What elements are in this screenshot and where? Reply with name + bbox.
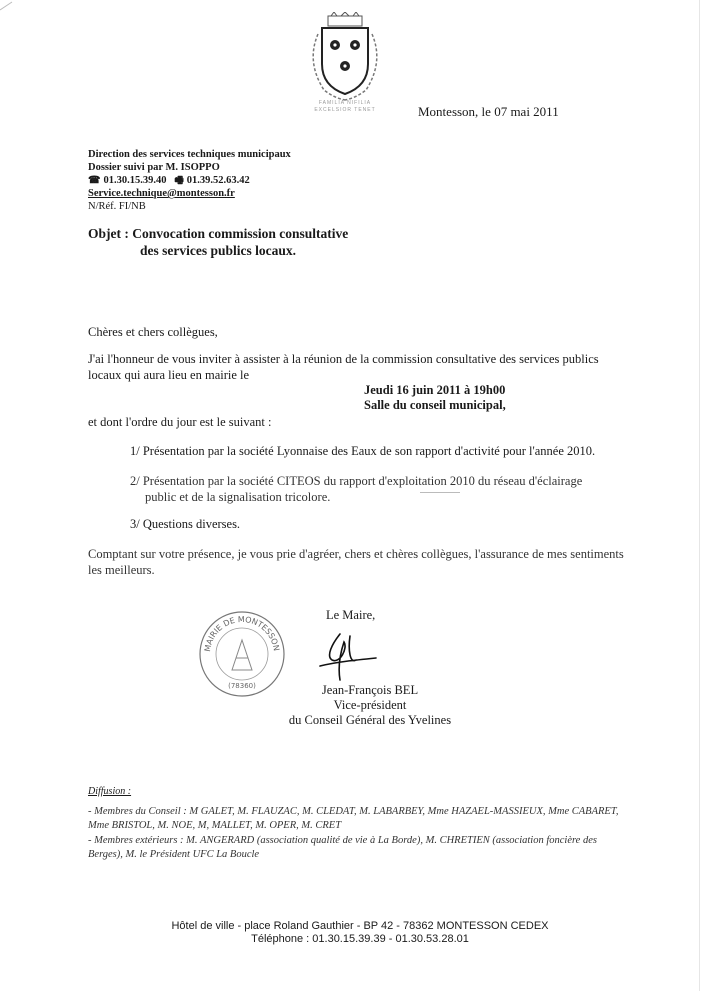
crest-caption-line2: EXCELSIOR TENET	[314, 107, 376, 113]
scan-dash	[420, 492, 460, 493]
handwritten-signature	[310, 630, 380, 685]
signatory-role1: Vice-président	[333, 698, 407, 712]
stamp-dept: (78360)	[228, 682, 256, 690]
signature-title: Le Maire,	[326, 608, 376, 622]
subject-line1: Convocation commission consultative	[132, 226, 349, 241]
sender-case-officer: Dossier suivi par M. ISOPPO	[88, 162, 220, 173]
agenda-item-1: 1/ Présentation par la société Lyonnaise des Eaux de son rapport d'activité pour l'année 2010.	[130, 444, 596, 458]
fax-icon: 🖷	[174, 175, 184, 186]
sender-reference: N/Réf. FI/NB	[88, 201, 146, 212]
scan-edge-line	[699, 0, 700, 991]
agenda-intro: et dont l'ordre du jour est le suivant :	[88, 415, 272, 429]
subject-line2: des services publics locaux.	[140, 243, 297, 258]
signatory-role2: du Conseil Général des Yvelines	[288, 713, 452, 727]
sender-contact-line	[88, 174, 291, 187]
signatory-name: Jean-François BEL	[321, 683, 419, 697]
agenda-item-2-line1: 2/ Présentation par la société CITEOS du rapport d'exploitation 2010 du réseau d'éclairage	[130, 474, 583, 488]
meeting-date: Jeudi 16 juin 2011 à 19h00	[364, 383, 506, 397]
footer-address: Hôtel de ville - place Roland Gauthier - BP 42 - 78362 MONTESSON CEDEX	[171, 920, 549, 932]
agenda-item-3: 3/ Questions diverses.	[130, 517, 241, 531]
distribution-list	[88, 805, 623, 863]
distribution-line: - Membres extérieurs : M. ANGERARD (association qualité de vie à La Borde), M. CHRETIEN (association foncière des Berges), M. le Président UFC La Boucle	[88, 835, 597, 860]
stamp-text: MAIRIE DE MONTESSON	[202, 614, 281, 653]
crest-caption-line1: FAMILIA NIFILIA	[318, 100, 372, 106]
phone-icon: ☎	[88, 175, 101, 186]
sender-email: Service.technique@montesson.fr	[88, 188, 235, 199]
intro-paragraph: J'ai l'honneur de vous inviter à assister à la réunion de la commission consultative des services publics locaux qui aura lieu en mairie le	[88, 352, 599, 382]
meeting-place: Salle du conseil municipal,	[364, 398, 506, 412]
sender-fax: 01.39.52.63.42	[186, 175, 250, 186]
agenda-item-2-line2: public et de la signalisation tricolore.	[145, 490, 331, 504]
distribution-line: - Membres du Conseil : M GALET, M. FLAUZAC, M. CLEDAT, M. LABARBEY, Mme HAZAEL-MASSIEUX, Mme CABARET, Mme BRISTOL, M. NOE, M, MALLET, M. OPER, M. CRET	[88, 806, 619, 831]
sender-block	[88, 148, 291, 213]
svg-text:MAIRIE DE MONTESSON	[203, 615, 281, 652]
page-footer	[100, 920, 620, 946]
footer-phone: Téléphone : 01.30.15.39.39 - 01.30.53.28.01	[251, 933, 469, 945]
crest-caption	[305, 100, 385, 114]
meeting-details	[364, 383, 506, 413]
letter-date: Montesson, le 07 mai 2011	[418, 104, 559, 119]
closing-paragraph: Comptant sur votre présence, je vous prie d'agréer, chers et chères collègues, l'assurance de mes sentiments les meilleurs.	[88, 547, 624, 577]
sender-department: Direction des services techniques municipaux	[88, 149, 291, 160]
greeting: Chères et chers collègues,	[88, 325, 218, 339]
subject-block	[88, 225, 348, 259]
scan-mark	[0, 0, 14, 12]
distribution-label: Diffusion :	[88, 786, 132, 797]
agenda-item-2	[130, 473, 630, 505]
signatory-block	[250, 683, 490, 728]
sender-phone: 01.30.15.39.40	[103, 175, 167, 186]
subject-label: Objet :	[88, 226, 129, 241]
